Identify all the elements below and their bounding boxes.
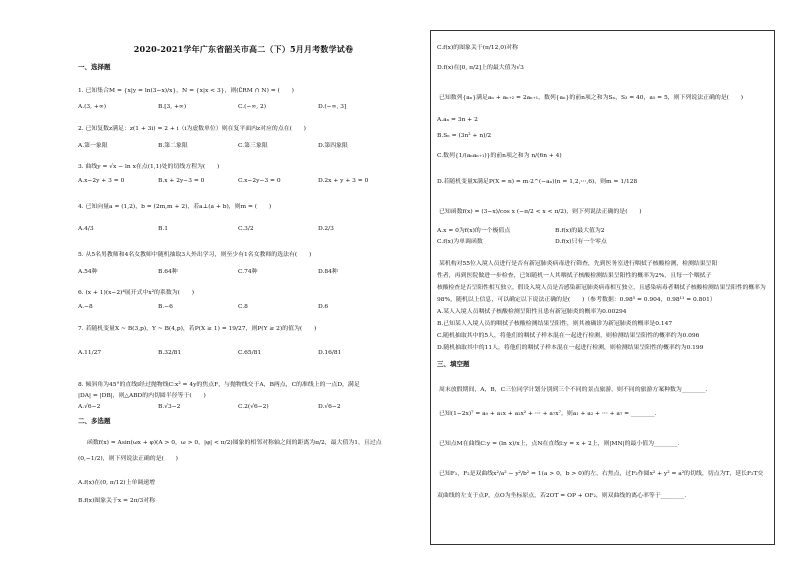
option-d: D.6 [318,304,329,310]
option-c: C.74种 [238,269,258,275]
question-9-option-b: B.f(x)图象关于x = 2π/3对称 [78,498,155,504]
question-12-option-a: A.某人入境人员咽拭子核酸检测呈阳性且患有新冠肺炎的概率为0.00294 [437,309,627,315]
option-b: B.[3, +∞) [158,104,187,110]
question-5-options [78,266,398,275]
option-d: D.2/3 [318,226,334,232]
option-d: D.2x + y + 3 = 0 [318,178,369,184]
fill-question-16-line-1: 已知F₁，F₂是双曲线x²/a² − y²/b² = 1(a > 0，b > 0)的左、右焦点，过F₂作圆x² + y² = a²的切线，切点为T，延长F₂T交 [439,471,764,477]
option-d: D.16/81 [318,350,342,356]
question-10-option-c: C.数列{1/(aₙaₙ₊₁)}的前n项之和为 n/(6n + 4) [437,153,562,159]
question-1: 1. 已知集合M = {x|y = ln(3−x)/x}，N = {x|x < 3}，则(∁RM ∩ N) = ( ) [78,88,294,94]
option-c: C.2(√6−2) [238,404,269,410]
question-12-line-3: 核酸检查是否呈阳性相互独立，假设入境人员是否感染新冠肺炎病毒相互独立，且感染病毒者咽拭子核酸检测结果呈阳性的概率为 [437,285,766,291]
option-d: D.第四象限 [318,143,348,149]
option-d: D.(−∞, 3] [318,104,347,110]
question-5: 5. 从5名男教师和4名女教师中随机抽取3人外出学习，则至少有1名女教师的选法有( ) [78,252,312,258]
option-c: C.(−∞, 2) [238,104,267,110]
option-b: B.√3−2 [158,404,181,410]
fill-question-13: 周末放假期间，A，B，C三位同学计划分别到三个不同的景点旅游，则不同的旅游方案种数为________. [439,387,708,393]
question-1-options [78,104,398,110]
question-9-option-a: A.f(x)在(0, π/12)上单调递增 [78,480,156,486]
question-8-line-2: |DA| = |DB|，则△ABD的内切圆半径等于( ) [78,393,206,399]
question-11: 已知函数f(x) = (3−x)/cos x (−π/2 < x < π/2)，则下列说法正确的是( ) [439,209,642,215]
question-11-options-row-1 [437,225,673,234]
question-9-option-d: D.f(x)在[0, π/2]上的最大值为√3 [437,65,524,71]
option-b: B.32/81 [158,350,182,356]
option-b: B.−6 [158,304,173,310]
question-10-option-b: B.Sₙ = (3n² + n)/2 [437,133,492,139]
question-7-options [78,350,398,356]
question-12-line-4: 98%，随机以上信息，可以确定以下说法正确的是( )（参考数据：0.98⁵ = 0.904，0.98¹¹ = 0.801） [437,297,716,303]
option-d: D.f(x)只有一个零点 [555,239,607,245]
question-4: 4. 已知向量a = (1,2)，b = (2m,m + 2)，若a⊥(a + b)，则m = ( ) [78,204,272,210]
question-11-options-row-2 [437,236,673,245]
fill-question-15: 已知点M在曲线C:y = (ln x)/x上，点N在直线l:y = x + 2上，则|MN|的最小值为________. [439,441,680,447]
option-a: A.4/3 [78,226,94,232]
left-column [73,30,414,544]
option-c: C.f(x)为单调函数 [437,239,483,245]
question-3: 3. 曲线y = √x − ln x在点(1,1)处的切线方程为( ) [78,164,220,170]
option-b: B.x + 2y−3 = 0 [158,178,205,184]
question-8-options [78,404,398,410]
question-12-line-1: 某机构对55位入境人员进行是否有新冠肺炎病毒进行筛查，先到医务室进行咽拭子核酸检测，检测结果呈阳 [439,261,718,267]
question-8-line-1: 8. 倾斜角为45°的直线l经过抛物线C:x² = 4y的焦点F，与抛物线交于A，B两点，C的准线上的一点D，满足 [78,382,360,388]
question-10-option-d: D.若随机变量X满足P(X = n) = m·2^(−aₙ)(n = 1,2,⋯,6)，则m = 1/128 [437,179,638,185]
option-a: A.(3, +∞) [78,104,107,110]
section-fill-blank: 三、填空题 [437,360,470,368]
option-b: B.64种 [158,269,178,275]
question-4-options [78,226,398,232]
option-a: A.√6−2 [78,404,101,410]
question-6: 6. (x + 1)(x−2)⁴展开式中x²的系数为( ) [78,290,194,296]
question-6-options [78,304,398,310]
question-12-option-d: D.随机抽取其中的11人，将他们的咽拭子样本混在一起进行检测，则检测结果呈阳性的概率约为0.199 [437,345,704,351]
right-column [430,30,775,545]
page-title: 2020-2021学年广东省韶关市高二（下）5月月考数学试卷 [133,44,354,54]
question-3-options [78,178,398,184]
question-10: 已知数列{aₙ}满足aₙ + aₙ₊₂ = 2aₙ₊₁，数列{aₙ}的前n项之和为Sₙ，S₃ = 40，a₅ = 5，则下列说法正确的是( ) [439,95,744,101]
option-c: C.3/2 [238,226,254,232]
section-multi-choice: 二、多选题 [78,417,111,425]
question-12-option-c: C.随机抽取其中的5人，将他们的咽拭子样本混在一起进行检测，则检测结果呈阳性的概率约为0.096 [437,333,700,339]
option-c: C.65/81 [238,350,262,356]
question-9-option-c: C.f(x)的图象关于(π/12,0)对称 [437,45,519,51]
question-9-line-2: (0,−1/2)，则下列说法正确的是( ) [78,456,178,462]
option-b: B.f(x)的最大值为2 [555,228,605,234]
option-c: C.x−2y−3 = 0 [238,178,281,184]
fill-question-14: 已知(1−2x)⁷ = a₀ + a₁x + a₂x² + ⋯ + a₇x⁷，则a₁ + a₂ + ⋯ + a₇ = ________. [439,411,657,417]
section-choice: 一、选择题 [78,63,111,71]
option-d: D.√6−2 [318,404,341,410]
question-12-option-b: B.已知某人入境人员的咽拭子核酸检测结果呈阳性，则其被确诊为新冠肺炎的概率是0.147 [437,321,673,327]
fill-question-16-line-2: 双曲线的左支于点P，点O为坐标原点，若2OT = OP + OF₂，则双曲线的离心率等于________. [437,493,687,499]
option-a: A.54种 [78,269,98,275]
option-b: B.第二象限 [158,143,188,149]
question-2: 2. 已知复数z满足：z(1 + 3i) = 2 + i（i为虚数单位）则在复平面内z对应的点在( ) [78,126,306,132]
question-7: 7. 若随机变量X ~ B(3,p)，Y ~ B(4,p)，若P(X ≥ 1) = 19/27，则P(Y ≥ 2)的值为( ) [78,326,317,332]
question-10-option-a: A.aₙ = 3n + 2 [437,117,478,123]
option-a: A.第一象限 [78,143,108,149]
option-c: C.第三象限 [238,143,268,149]
option-a: A.11/27 [78,350,102,356]
question-2-options [78,140,398,149]
option-b: B.1 [158,226,168,232]
question-12-line-2: 性者，再到医院做进一步检查，已知随机一人其咽拭子核酸检测结果呈阳性的概率为2%，且每一个咽拭子 [437,273,712,279]
option-a: A.x = 0为f(x)的一个极值点 [437,228,511,234]
option-a: A.x−2y + 3 = 0 [78,178,125,184]
question-9-line-1: 函数f(x) = Asin(ωx + φ)(A > 0，ω > 0，|φ| < π/2)图象的相邻对称轴之间的距离为π/2，最大值为1，且过点 [87,440,382,446]
option-a: A.−8 [78,304,93,310]
option-d: D.84种 [318,269,338,275]
option-c: C.8 [238,304,248,310]
